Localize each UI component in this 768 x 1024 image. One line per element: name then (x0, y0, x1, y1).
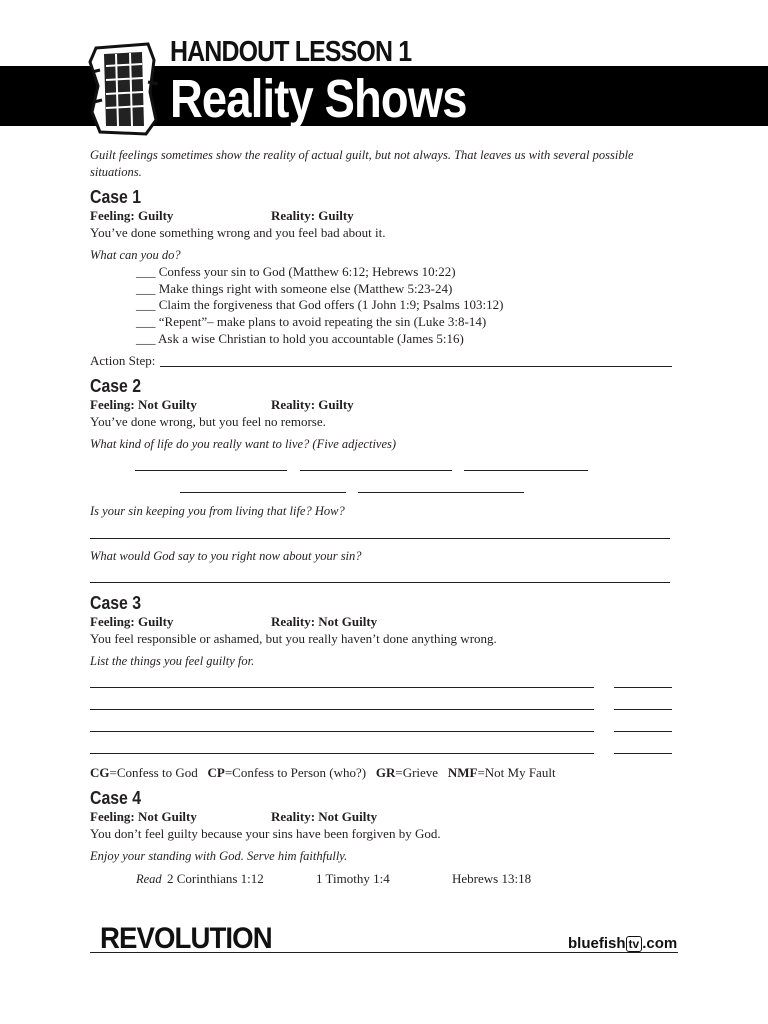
adjective-line[interactable] (464, 470, 588, 471)
legend-abbr: NMF (447, 765, 478, 780)
case-1-option-5[interactable]: ___ Ask a wise Christian to hold you accountable (James 5:16) (136, 331, 464, 346)
scripture-ref: Hebrews 13:18 (452, 871, 532, 886)
page-title: Reality Shows (170, 69, 467, 129)
case-1-option-1[interactable]: ___ Confess your sin to God (Matthew 6:12; Hebrews 10:22) (136, 264, 456, 279)
adjective-line[interactable] (135, 470, 287, 471)
site-name: bluefish (568, 935, 626, 952)
legend-meaning: =Confess to Person (who?) (224, 765, 367, 780)
guilt-code-line[interactable] (614, 709, 672, 710)
read-label: Read (136, 872, 162, 886)
tv-badge: tv (626, 936, 643, 952)
legend-abbr: GR (375, 765, 396, 780)
case-1-option-3[interactable]: ___ Claim the forgiveness that God offers (1 John 1:9; Psalms 103:12) (136, 297, 504, 312)
adjective-line[interactable] (180, 492, 346, 493)
guilt-item-line[interactable] (90, 709, 594, 710)
case-1-option-2[interactable]: ___ Make things right with someone else (Matthew 5:23-24) (136, 281, 453, 296)
case-1-option-4[interactable]: ___ “Repent”– make plans to avoid repeating the sin (Luke 3:8-14) (136, 314, 487, 329)
guilt-code-line[interactable] (614, 753, 672, 754)
action-step-line[interactable] (160, 366, 672, 367)
case-1-reality: Reality: Guilty (271, 208, 354, 223)
answer-line[interactable] (90, 538, 670, 539)
case-2-reality: Reality: Guilty (271, 397, 354, 412)
legend-meaning: =Grieve (395, 765, 439, 780)
case-2-prompt-god: What would God say to you right now about your sin? (90, 549, 362, 563)
case-1-feeling: Feeling: Guilty (90, 208, 174, 223)
guilt-item-line[interactable] (90, 731, 594, 732)
case-3-heading: Case 3 (90, 593, 142, 613)
legend-meaning: =Not My Fault (477, 765, 556, 780)
bluefish-site-link[interactable] (568, 935, 677, 953)
guilt-item-line[interactable] (90, 687, 594, 688)
case-2-feeling: Feeling: Not Guilty (90, 397, 197, 412)
case-2-prompt-sin: Is your sin keeping you from living that life? How? (90, 504, 345, 518)
case-1-prompt: What can you do? (90, 248, 181, 262)
scripture-ref: 1 Timothy 1:4 (316, 871, 390, 886)
guilt-code-line[interactable] (614, 687, 672, 688)
revolution-logo: REVOLUTION (100, 922, 272, 955)
adjective-line[interactable] (358, 492, 524, 493)
legend-meaning: =Confess to God (109, 765, 198, 780)
case-4-feeling: Feeling: Not Guilty (90, 809, 197, 824)
action-step-label: Action Step: (90, 353, 156, 368)
intro-text: Guilt feelings sometimes show the reality of actual guilt, but not always. That leaves us with several possible situations. (90, 148, 634, 179)
handout-kicker: HANDOUT LESSON 1 (170, 36, 412, 68)
legend-abbr: CP (207, 765, 225, 780)
case-2-heading: Case 2 (90, 376, 142, 396)
case-4-reality: Reality: Not Guilty (271, 809, 378, 824)
case-2-description: You’ve done wrong, but you feel no remorse. (90, 414, 326, 429)
answer-line[interactable] (90, 582, 670, 583)
case-4-prompt: Enjoy your standing with God. Serve him faithfully. (90, 849, 348, 863)
legend-abbr: CG (90, 765, 110, 780)
case-4-heading: Case 4 (90, 788, 142, 808)
case-3-description: You feel responsible or ashamed, but you really haven’t done anything wrong. (90, 631, 497, 646)
adjective-line[interactable] (300, 470, 452, 471)
case-1-heading: Case 1 (90, 187, 142, 207)
site-suffix: .com (642, 935, 678, 952)
scripture-ref: 2 Corinthians 1:12 (167, 871, 264, 886)
case-3-feeling: Feeling: Guilty (90, 614, 174, 629)
case-3-reality: Reality: Not Guilty (271, 614, 378, 629)
case-3-prompt: List the things you feel guilty for. (90, 654, 255, 668)
guilt-item-line[interactable] (90, 753, 594, 754)
guilt-code-line[interactable] (614, 731, 672, 732)
case-4-description: You don’t feel guilty because your sins have been forgiven by God. (90, 826, 441, 841)
film-strip-icon (88, 42, 160, 136)
case-1-description: You’ve done something wrong and you feel bad about it. (90, 225, 386, 240)
case-2-prompt-adjectives: What kind of life do you really want to live? (Five adjectives) (90, 437, 397, 451)
code-legend (90, 765, 556, 781)
